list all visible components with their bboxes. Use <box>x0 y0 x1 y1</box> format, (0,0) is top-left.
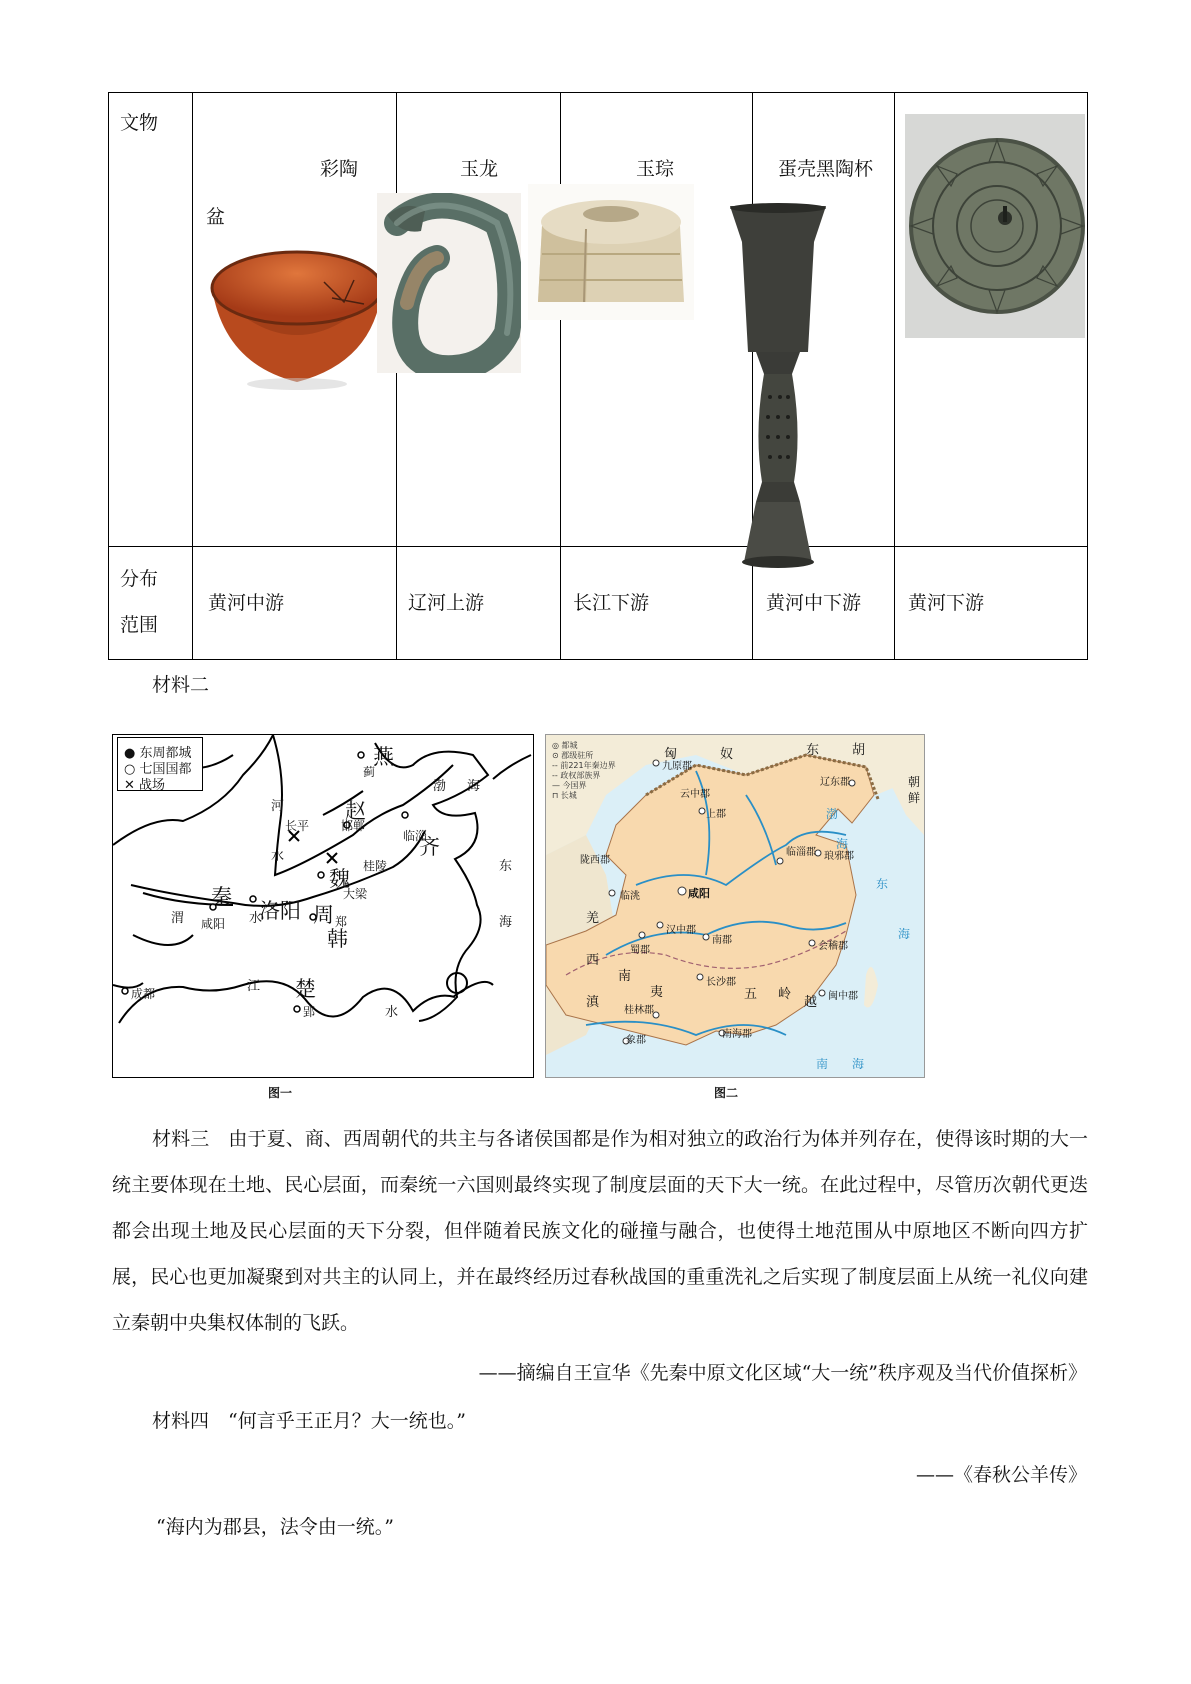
region-label: 胡 <box>852 743 866 758</box>
legend-item: — 今国界 <box>552 781 587 790</box>
artifact-region: 辽河上游 <box>408 592 485 614</box>
place-label: 咸阳 <box>688 887 710 900</box>
state-label: 韩 <box>327 927 348 951</box>
region-label: 朝 <box>908 775 921 789</box>
place-label: 汉中郡 <box>666 925 696 936</box>
material3-source: ——摘编自王宣华《先秦中原文化区域“大一统”秩序观及当代价值探析》 <box>478 1362 1087 1384</box>
place-label: 琅邪郡 <box>824 851 854 862</box>
row-label-line2: 范围 <box>120 614 159 636</box>
bronze-mirror-image <box>905 114 1085 338</box>
legend-item: ○ 七国国都 <box>124 762 192 777</box>
state-label: 燕 <box>373 745 394 769</box>
state-label: 齐 <box>419 835 440 859</box>
legend-circle-icon: ○ <box>124 762 136 777</box>
artifact-name: 盆 <box>206 206 226 228</box>
region-label: 滇 <box>586 995 600 1010</box>
place-label: 长平 <box>285 819 310 833</box>
sea-label: 海 <box>898 927 911 941</box>
legend-cross-icon: ✕ <box>124 778 135 793</box>
place-label: 长沙郡 <box>706 977 736 988</box>
material3-paragraph: 材料三 由于夏、商、西周朝代的共主与各诸侯国都是作为相对独立的政治行为体并列存在，使得该时期的大一统主要体现在土地、民心层面，而秦统一六国则最终实现了制度层面的天下大一统。在此过程中，尽管历次朝代更迭都会出现土地及民心层面的天下分裂，但伴随着民族文化的碰撞与融合，也使得土地范围从中原地区不断向四方扩展，民心也更加凝聚到对共主的认同上，并在最终经历过春秋战国的重重洗礼之后实现了制度层面上从统一礼仪向建立秦朝中央集权体制的飞跃。 <box>112 1128 1088 1334</box>
place-label: 上郡 <box>706 809 726 820</box>
region-label: 匈 <box>664 747 678 762</box>
legend-item: ◎ 都城 <box>552 741 578 750</box>
place-label: 九原郡 <box>662 761 692 772</box>
relic-table <box>108 92 1088 660</box>
artifact-name: 蛋壳黑陶杯 <box>778 158 874 180</box>
place-label: 陇西郡 <box>580 855 610 866</box>
map2-legend <box>552 741 644 805</box>
region-label: 岭 <box>778 987 792 1002</box>
sea-label: 海 <box>836 837 849 851</box>
place-label: 大梁 <box>343 887 368 901</box>
material4-quote1: 材料四 “何言乎王正月？大一统也。” <box>152 1410 466 1432</box>
region-label: 五 <box>744 987 758 1002</box>
artifact-region: 黄河下游 <box>908 592 985 614</box>
state-label: 魏 <box>329 867 350 891</box>
legend-item: ● 东周都城 <box>124 746 192 761</box>
legend-item: ✕ 战场 <box>124 778 166 793</box>
sea-label: 海 <box>499 915 513 930</box>
sea-label: 海 <box>467 779 481 794</box>
region-label: 东 <box>806 743 820 758</box>
place-label: 闽中郡 <box>828 991 858 1002</box>
state-label: 周 <box>313 903 334 927</box>
region-label: 越 <box>804 995 818 1010</box>
map1-caption: 图一 <box>268 1086 293 1100</box>
map-eastern-zhou <box>112 734 534 1078</box>
legend-item: -- 前221年秦边界 <box>552 761 616 770</box>
sea-label: 东 <box>499 859 513 874</box>
place-label: 临淄 <box>403 829 428 843</box>
artifact-region: 黄河中游 <box>208 592 285 614</box>
river-label: 渭 <box>171 911 185 926</box>
artifact-name: 玉琮 <box>636 158 675 180</box>
region-label: 鲜 <box>908 791 921 805</box>
sea-label: 南 <box>816 1057 829 1071</box>
artifact-region: 黄河中下游 <box>766 592 862 614</box>
place-label: 成都 <box>131 987 156 1001</box>
map2-caption: 图二 <box>714 1086 739 1100</box>
painted-pottery-basin-image <box>204 242 390 392</box>
river-label: 江 <box>247 979 261 994</box>
legend-item: ⊙ 郡级驻所 <box>552 751 594 760</box>
place-label: 桂林郡 <box>624 1005 654 1016</box>
state-label: 秦 <box>211 885 232 909</box>
sea-label: 海 <box>852 1057 865 1071</box>
river-label: 河 <box>271 799 285 814</box>
place-label: 云中郡 <box>680 789 710 800</box>
region-label: 奴 <box>720 747 734 762</box>
artifact-name: 彩陶 <box>320 158 359 180</box>
place-label: 郑 <box>335 915 348 929</box>
region-label: 西 <box>586 953 600 968</box>
place-label: 桂陵 <box>363 859 388 873</box>
place-label: 邯郸 <box>341 819 366 833</box>
map1-legend <box>117 737 203 791</box>
map-qin-commanderies <box>545 734 925 1078</box>
artifact-region: 长江下游 <box>573 592 650 614</box>
place-label: 辽东郡 <box>820 777 850 788</box>
eggshell-black-pottery-cup-image <box>726 202 830 578</box>
place-label: 咸阳 <box>201 917 226 931</box>
legend-item: -- 政权部族界 <box>552 771 601 780</box>
sea-label: 东 <box>876 877 889 891</box>
jade-dragon-image <box>377 193 521 373</box>
river-label: 水 <box>385 1005 399 1020</box>
place-label: 南海郡 <box>722 1029 752 1040</box>
place-label: 临洮 <box>620 891 640 902</box>
sea-label: 渤 <box>826 807 839 821</box>
region-label: 南 <box>618 969 632 984</box>
sea-label: 渤 <box>433 779 447 794</box>
state-label: 楚 <box>295 977 316 1001</box>
place-label: 临淄郡 <box>786 847 816 858</box>
region-label: 夷 <box>650 985 664 1000</box>
place-label: 郢 <box>303 1005 316 1019</box>
place-label: 蜀郡 <box>630 945 650 956</box>
legend-dot-icon: ● <box>124 746 136 761</box>
material2-label: 材料二 <box>152 674 210 696</box>
place-label: 洛阳 <box>259 899 301 923</box>
place-label: 南郡 <box>712 935 732 946</box>
river-label: 水 <box>249 911 263 926</box>
state-label: 赵 <box>345 799 366 823</box>
row-label-line1: 分布 <box>120 568 159 590</box>
region-label: 羌 <box>586 911 600 926</box>
place-label: 蓟 <box>363 765 376 779</box>
place-label: 会稽郡 <box>818 941 848 952</box>
legend-item: ⊓ 长城 <box>552 791 577 800</box>
artifact-name: 玉龙 <box>460 158 499 180</box>
place-label: 象郡 <box>626 1035 646 1046</box>
jade-cong-image <box>528 184 694 320</box>
river-label: 水 <box>271 849 285 864</box>
header-label: 文物 <box>120 112 159 134</box>
material4-quote2: “海内为郡县，法令由一统。” <box>156 1516 394 1538</box>
material4-source1: ——《春秋公羊传》 <box>915 1464 1087 1486</box>
